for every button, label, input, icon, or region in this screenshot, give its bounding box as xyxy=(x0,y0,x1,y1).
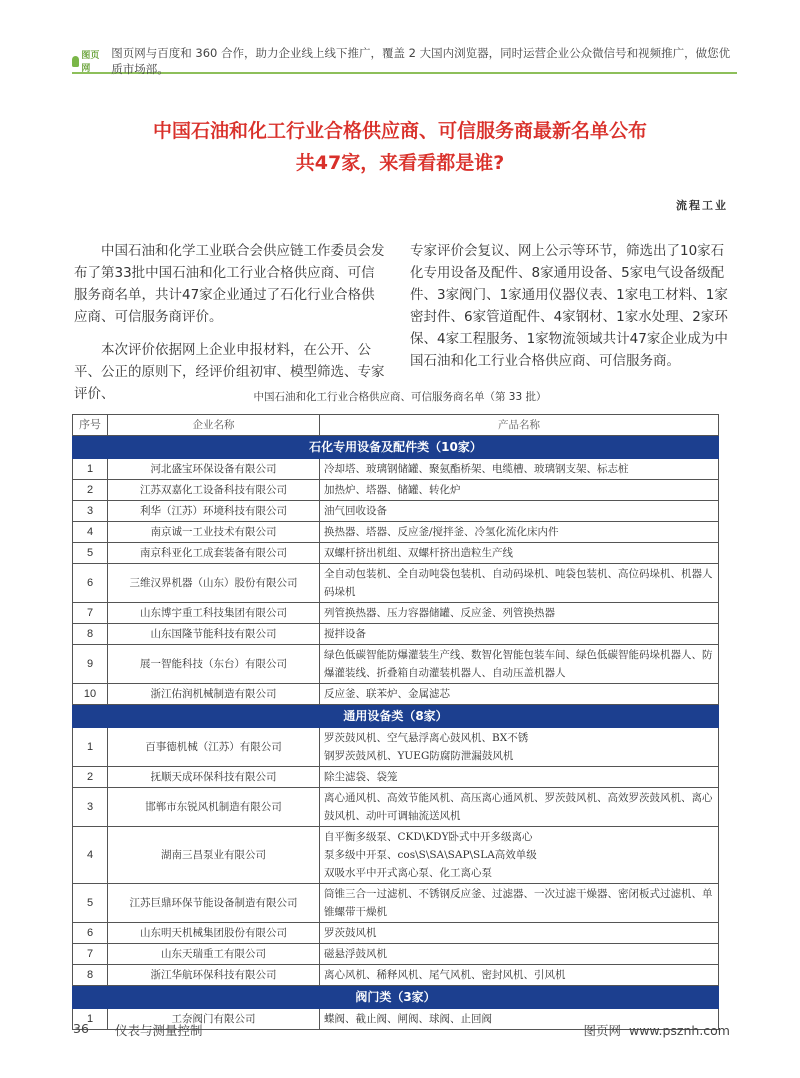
table-row xyxy=(73,728,719,767)
company-name: 江苏巨鼎环保节能设备制造有限公司 xyxy=(108,884,320,923)
product-names: 双螺杆挤出机组、双螺杆挤出造粒生产线 xyxy=(320,543,719,564)
site-url: www.psznh.com xyxy=(628,1023,730,1038)
product-names: 除尘滤袋、袋笼 xyxy=(320,767,719,788)
table-row xyxy=(73,884,719,923)
company-name: 江苏双嘉化工设备科技有限公司 xyxy=(108,480,320,501)
company-name: 抚顺天成环保科技有限公司 xyxy=(108,767,320,788)
product-names: 反应釜、联苯炉、金属滤芯 xyxy=(320,684,719,705)
company-name: 山东天瑞重工有限公司 xyxy=(108,944,320,965)
row-number: 7 xyxy=(73,603,108,624)
table-row xyxy=(73,788,719,827)
company-name: 湖南三昌泵业有限公司 xyxy=(108,827,320,884)
product-names: 绿色低碳智能防爆灌装生产线、数智化智能包装车间、绿色低碳智能码垛机器人、防爆灌装线、折叠箱自动灌装机器人、自动压盖机器人 xyxy=(320,645,719,684)
column-header: 产品名称 xyxy=(320,415,719,436)
company-name: 三维汉界机器（山东）股份有限公司 xyxy=(108,564,320,603)
product-names: 罗茨鼓风机、空气悬浮离心鼓风机、BX不锈 钢罗茨鼓风机、YUEG防腐防泄漏鼓风机 xyxy=(320,728,719,767)
supplier-table xyxy=(72,414,719,1030)
product-names: 换热器、塔器、反应釜/搅拌釜、冷氢化流化床内件 xyxy=(320,522,719,543)
top-banner xyxy=(72,46,737,76)
product-names: 罗茨鼓风机 xyxy=(320,923,719,944)
product-names: 磁悬浮鼓风机 xyxy=(320,944,719,965)
row-number: 2 xyxy=(73,767,108,788)
row-number: 4 xyxy=(73,522,108,543)
table-row xyxy=(73,603,719,624)
row-number: 10 xyxy=(73,684,108,705)
company-name: 浙江华航环保科技有限公司 xyxy=(108,965,320,986)
category-row xyxy=(73,436,719,459)
category-title: 阀门类（3家） xyxy=(73,986,719,1009)
row-number: 8 xyxy=(73,965,108,986)
category-row xyxy=(73,705,719,728)
table-caption: 中国石油和化工行业合格供应商、可信服务商名单（第 33 批） xyxy=(253,391,547,403)
company-name: 浙江佑润机械制造有限公司 xyxy=(108,684,320,705)
company-name: 山东国隆节能科技有限公司 xyxy=(108,624,320,645)
table-row xyxy=(73,624,719,645)
table-row xyxy=(73,501,719,522)
product-names: 蝶阀、截止阀、闸阀、球阀、止回阀 xyxy=(320,1009,719,1030)
company-name: 邯郸市东锐风机制造有限公司 xyxy=(108,788,320,827)
table-row xyxy=(73,767,719,788)
company-name: 百事德机械（江苏）有限公司 xyxy=(108,728,320,767)
company-name: 山东明天机械集团股份有限公司 xyxy=(108,923,320,944)
row-number: 2 xyxy=(73,480,108,501)
product-names: 筒锥三合一过滤机、不锈钢反应釜、过滤器、一次过滤干燥器、密闭板式过滤机、单锥螺带干燥机 xyxy=(320,884,719,923)
column-header: 企业名称 xyxy=(108,415,320,436)
table-row xyxy=(73,564,719,603)
table-row xyxy=(73,522,719,543)
product-names: 离心通风机、高效节能风机、高压离心通风机、罗茨鼓风机、高效罗茨鼓风机、离心鼓风机、动叶可调轴流送风机 xyxy=(320,788,719,827)
company-name: 山东博宇重工科技集团有限公司 xyxy=(108,603,320,624)
table-row xyxy=(73,923,719,944)
magazine-name: 仪表与测量控制 xyxy=(115,1023,203,1038)
product-names: 列管换热器、压力容器储罐、反应釜、列管换热器 xyxy=(320,603,719,624)
site-logo: 图页网 xyxy=(72,48,106,74)
table-row xyxy=(73,944,719,965)
company-name: 展一智能科技（东台）有限公司 xyxy=(108,645,320,684)
company-name: 南京科亚化工成套装备有限公司 xyxy=(108,543,320,564)
company-name: 南京诚一工业技术有限公司 xyxy=(108,522,320,543)
row-number: 7 xyxy=(73,944,108,965)
product-names: 冷却塔、玻璃钢储罐、聚氨酯桥架、电缆槽、玻璃钢支架、标志桩 xyxy=(320,459,719,480)
column-header: 序号 xyxy=(73,415,108,436)
table-row xyxy=(73,459,719,480)
table-row xyxy=(73,645,719,684)
product-names: 搅拌设备 xyxy=(320,624,719,645)
product-names: 离心风机、稀释风机、尾气风机、密封风机、引风机 xyxy=(320,965,719,986)
table-row xyxy=(73,543,719,564)
product-names: 加热炉、塔器、储罐、转化炉 xyxy=(320,480,719,501)
banner-text: 图页网与百度和 360 合作，助力企业线上线下推广，覆盖 2 大国内浏览器，同时运营企业公众微信号和视频推广，做您优质市场部。 xyxy=(111,46,731,76)
product-names: 油气回收设备 xyxy=(320,501,719,522)
body-column-right xyxy=(410,240,728,383)
row-number: 1 xyxy=(73,459,108,480)
category-row xyxy=(73,986,719,1009)
row-number: 3 xyxy=(73,788,108,827)
logo-icon xyxy=(72,56,79,67)
article-title-line1: 中国石油和化工行业合格供应商、可信服务商最新名单公布 xyxy=(152,120,647,142)
company-name: 利华（江苏）环境科技有限公司 xyxy=(108,501,320,522)
row-number: 1 xyxy=(73,728,108,767)
paragraph: 专家评价会复议、网上公示等环节，筛选出了10家石化专用设备及配件、8家通用设备、5家电气设备级配件、3家阀门、1家通用仪器仪表、1家电工材料、1家密封件、6家管道配件、4家钢材、1家水处理、2家环保、4家工程服务、1家物流领域共计47家企业成为中国石油和化工行业合格供应商、可信服务商。 xyxy=(410,243,728,369)
row-number: 1 xyxy=(73,1009,108,1030)
row-number: 8 xyxy=(73,624,108,645)
product-names: 自平衡多级泵、CKD\KDY卧式中开多级离心 泵多级中开泵、cos\S\SA\SAP\SLA高效单级 双吸水平中开式离心泵、化工离心泵 xyxy=(320,827,719,884)
paragraph: 中国石油和化学工业联合会供应链工作委员会发布了第33批中国石油和化工行业合格供应商、可信服务商名单，共计47家企业通过了石化行业合格供应商、可信服务商评价。 xyxy=(74,243,385,325)
company-name: 工奈阀门有限公司 xyxy=(108,1009,320,1030)
table-row xyxy=(73,827,719,884)
site-name: 图页网 xyxy=(583,1023,622,1038)
category-title: 石化专用设备及配件类（10家） xyxy=(73,436,719,459)
row-number: 5 xyxy=(73,884,108,923)
table-row xyxy=(73,480,719,501)
row-number: 5 xyxy=(73,543,108,564)
row-number: 6 xyxy=(73,923,108,944)
row-number: 3 xyxy=(73,501,108,522)
row-number: 9 xyxy=(73,645,108,684)
row-number: 6 xyxy=(73,564,108,603)
row-number: 4 xyxy=(73,827,108,884)
table-row xyxy=(73,684,719,705)
article-title-line2: 共47家，来看看都是谁? xyxy=(295,152,505,174)
category-title: 通用设备类（8家） xyxy=(73,705,719,728)
page-number: 36 xyxy=(73,1021,89,1036)
article-source: 流程工业 xyxy=(676,199,728,212)
paragraph: 本次评价依据网上企业申报材料，在公开、公平、公正的原则下，经评价组初审、模型筛选、专家评价、 xyxy=(74,342,385,402)
table-header-row xyxy=(73,415,719,436)
company-name: 河北盛宝环保设备有限公司 xyxy=(108,459,320,480)
product-names: 全自动包装机、全自动吨袋包装机、自动码垛机、吨袋包装机、高位码垛机、机器人码垛机 xyxy=(320,564,719,603)
table-row xyxy=(73,965,719,986)
site-footer xyxy=(584,1021,731,1039)
